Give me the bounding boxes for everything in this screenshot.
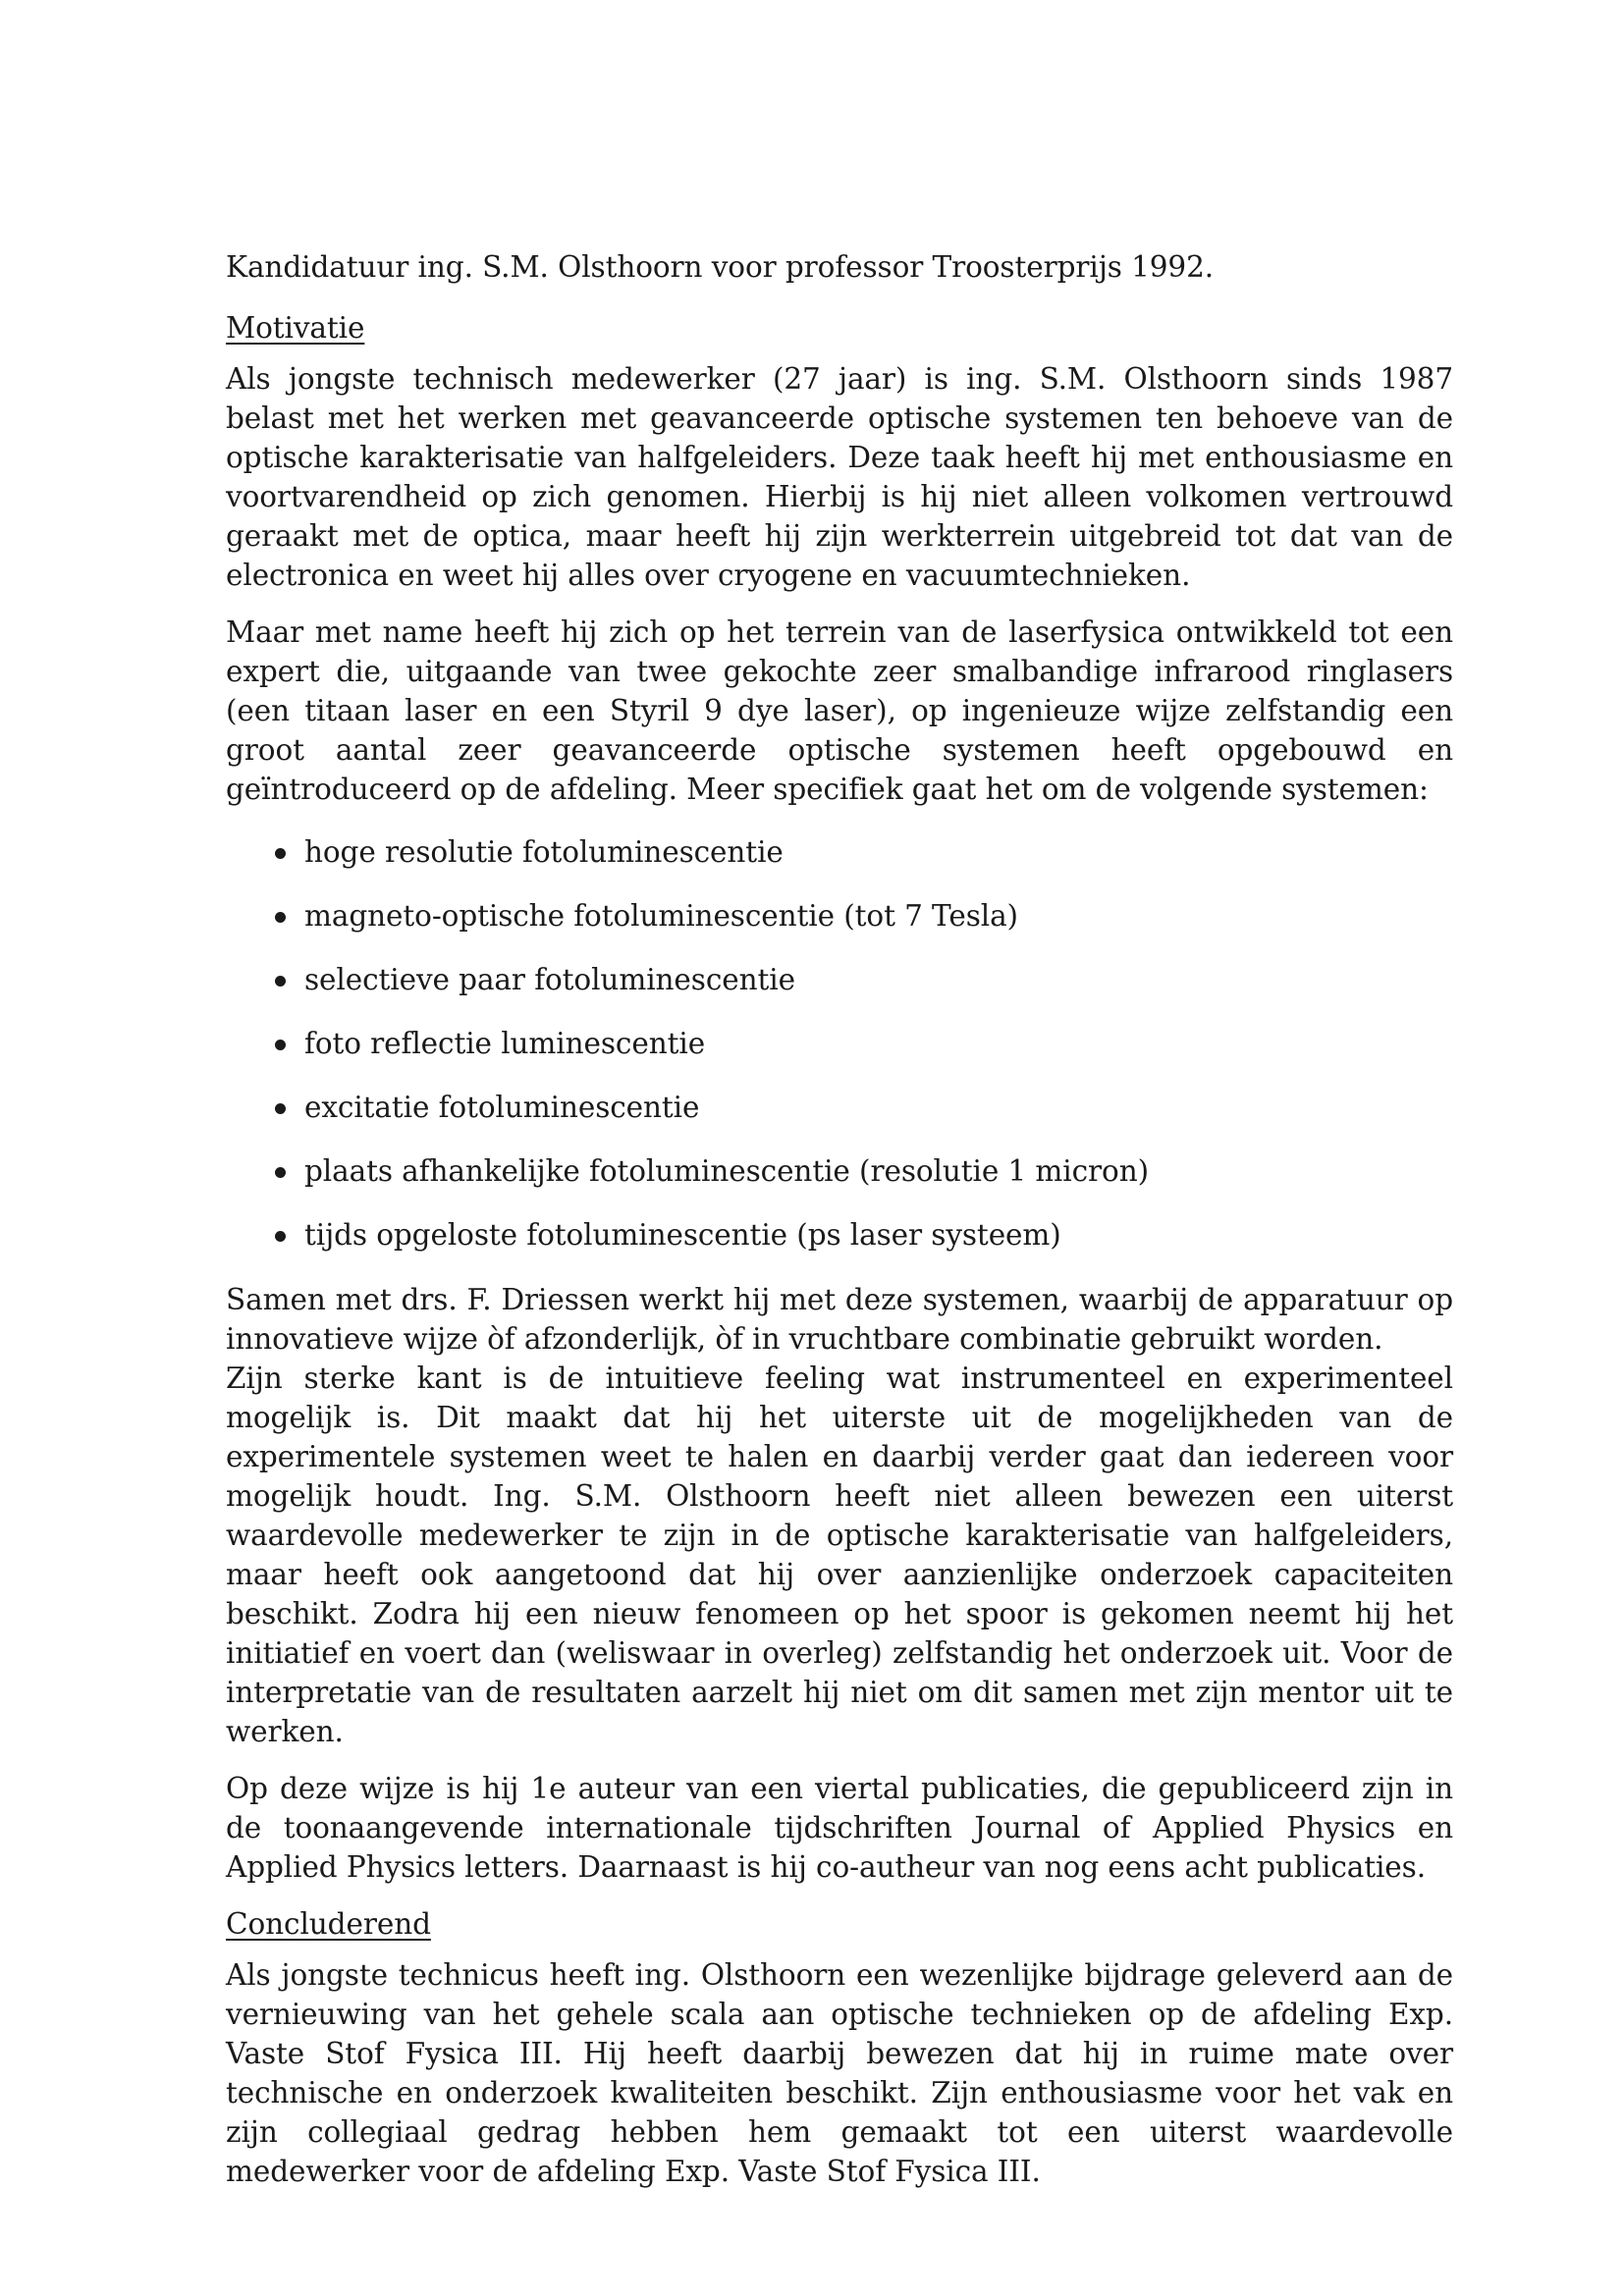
bullet-icon: [275, 1040, 286, 1050]
list-item: [275, 1024, 1453, 1063]
paragraph-motivatie-5: Op deze wijze is hij 1e auteur van een viertal publicaties, die gepubliceerd zijn in de toonaangevende internationale tijdschriften Journal of Applied Physics en Applied Physics letters. Daarnaast is hij co-autheur van nog eens acht publicaties.: [226, 1772, 1453, 1884]
list-item: [275, 960, 1453, 999]
bullet-icon: [275, 976, 286, 987]
bullet-icon: [275, 1167, 286, 1178]
paragraph-motivatie-2: Maar met name heeft hij zich op het terrein van de laserfysica ontwikkeld tot een expert die, uitgaande van twee gekochte zeer smalbandige infrarood ringlasers (een titaan laser en een Styril 9 dye laser), op ingenieuze wijze zelfstandig een groot aantal zeer geavanceerde optische systemen heeft opgebouwd en geïntroduceerd op de afdeling. Meer specifiek gaat het om de volgende systemen:: [226, 615, 1453, 806]
list-item: [275, 832, 1453, 872]
list-item: [275, 896, 1453, 935]
paragraph-motivatie-4: Zijn sterke kant is de intuitieve feeling wat instrumenteel en experimenteel mogelijk is. Dit maakt dat hij het uiterste uit de mogelijkheden van de experimentele systemen weet te halen en daarbij verder gaat dan iedereen voor mogelijk houdt. Ing. S.M. Olsthoorn heeft niet alleen bewezen een uiterst waardevolle medewerker te zijn in de optische karakterisatie van halfgeleiders, maar heeft ook aangetoond dat hij over aanzienlijke onderzoek capaciteiten beschikt. Zodra hij een nieuw fenomeen op het spoor is gekomen neemt hij het initiatief en voert dan (weliswaar in overleg) zelfstandig het onderzoek uit. Voor de interpretatie van de resultaten aarzelt hij niet om dit samen met zijn mentor uit te werken.: [226, 1362, 1453, 1748]
document-title: Kandidatuur ing. S.M. Olsthoorn voor professor Troosterprijs 1992.: [226, 250, 1215, 284]
list-item: [275, 1088, 1453, 1127]
heading-concluderend: Concluderend: [226, 1907, 431, 1941]
paragraph-motivatie-3: Samen met drs. F. Driessen werkt hij met deze systemen, waarbij de apparatuur op innovatieve wijze òf afzonderlijk, òf in vruchtbare combinatie gebruikt worden.: [226, 1283, 1453, 1356]
bullet-icon: [275, 1231, 286, 1242]
document-page: [226, 247, 1453, 2209]
system-label: selectieve paar fotoluminescentie: [304, 963, 795, 996]
list-item: [275, 1151, 1453, 1191]
bullet-icon: [275, 1103, 286, 1114]
list-item: [275, 1215, 1453, 1255]
systems-list: [226, 832, 1453, 1255]
bullet-icon: [275, 848, 286, 859]
system-label: plaats afhankelijke fotoluminescentie (resolutie 1 micron): [304, 1154, 1150, 1188]
paragraph-concluderend: Als jongste technicus heeft ing. Olsthoorn een wezenlijke bijdrage geleverd aan de vernieuwing van het gehele scala aan optische technieken op de afdeling Exp. Vaste Stof Fysica III. Hij heeft daarbij bewezen dat hij in ruime mate over technische en onderzoek kwaliteiten beschikt. Zijn enthousiasme voor het vak en zijn collegiaal gedrag hebben hem gemaakt tot een uiterst waardevolle medewerker voor de afdeling Exp. Vaste Stof Fysica III.: [226, 1958, 1453, 2188]
system-label: magneto-optische fotoluminescentie (tot 7 Tesla): [304, 899, 1018, 933]
paragraph-motivatie-1: Als jongste technisch medewerker (27 jaar) is ing. S.M. Olsthoorn sinds 1987 belast met het werken met geavanceerde optische systemen ten behoeve van de optische karakterisatie van halfgeleiders. Deze taak heeft hij met enthousiasme en voortvarendheid op zich genomen. Hierbij is hij niet alleen volkomen vertrouwd geraakt met de optica, maar heeft hij zijn werkterrein uitgebreid tot dat van de electronica en weet hij alles over cryogene en vacuumtechnieken.: [226, 362, 1453, 592]
system-label: excitatie fotoluminescentie: [304, 1091, 700, 1124]
bullet-icon: [275, 912, 286, 923]
system-label: hoge resolutie fotoluminescentie: [304, 835, 784, 869]
heading-motivatie: Motivatie: [226, 311, 365, 345]
system-label: foto reflectie luminescentie: [304, 1027, 706, 1060]
system-label: tijds opgeloste fotoluminescentie (ps laser systeem): [304, 1218, 1061, 1252]
